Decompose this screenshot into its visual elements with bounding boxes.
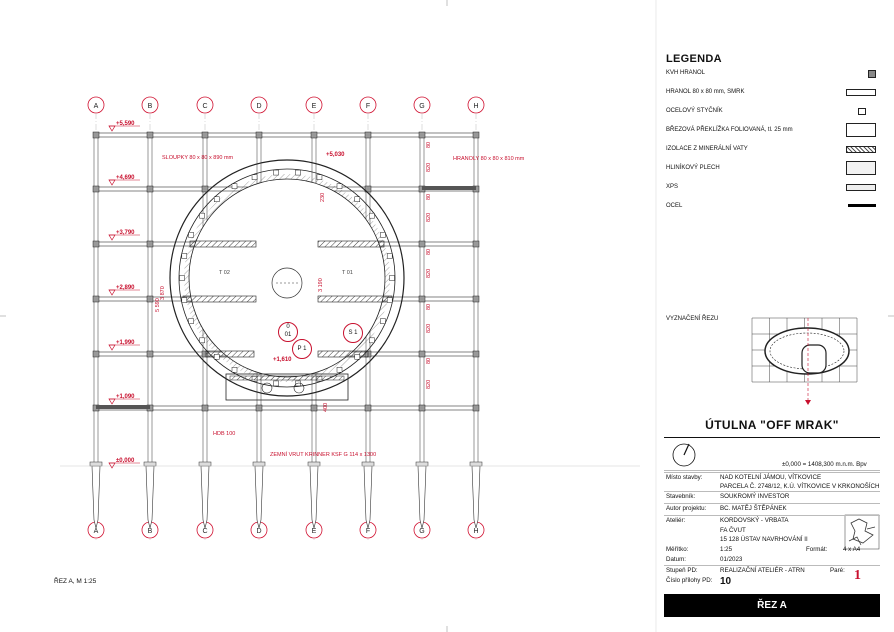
north-arrow (673, 444, 695, 466)
plywood-icon (846, 123, 876, 137)
legend-item (666, 85, 886, 101)
timber-rect-icon (846, 89, 876, 96)
level-label: +2,890 (116, 285, 135, 291)
dim-80: 80 (426, 303, 432, 310)
bubble-s1: S 1 (343, 323, 363, 343)
aluminium-sheet-icon (846, 161, 876, 175)
title-block-label: Místo stavby: (666, 474, 703, 481)
format-value: 4 x A4 (843, 546, 861, 553)
grid-axis-label: A (93, 103, 99, 110)
bubble-p1: P 1 (292, 339, 312, 359)
dim-inner: 3 870 (160, 286, 166, 300)
annotation-screw: ZEMNÍ VRUT KRINNER KSF G 114 x 1300 (270, 452, 377, 458)
legend-item (666, 104, 886, 120)
legend-item-label: HLINÍKOVÝ PLECH (666, 165, 720, 171)
annotation-sloupky: SLOUPKY 80 x 80 x 890 mm (162, 155, 234, 161)
sheet-label: Paré: (830, 567, 845, 574)
grid-axis-label: F (365, 528, 371, 535)
level-label: +5,590 (116, 121, 135, 127)
level-label: +4,690 (116, 175, 135, 181)
grid-axis-label: E (311, 528, 317, 535)
page-number: 1 (854, 568, 861, 583)
grid-axis-label: B (147, 103, 153, 110)
grid-axis-label: G (419, 528, 425, 535)
grid-axis-label: D (256, 103, 262, 110)
legend-item (666, 199, 886, 215)
grid-axis-label: H (473, 528, 479, 535)
legend-item (666, 180, 886, 196)
scale-value: 1:25 (720, 546, 733, 553)
steel-joint-icon (858, 108, 866, 115)
steel-line-icon (848, 204, 876, 207)
dim-right: 3 190 (318, 278, 324, 292)
level-label: ±0,000 (116, 458, 135, 464)
level-top-center: +5,030 (326, 152, 345, 158)
kvh-square-icon (868, 70, 876, 78)
title-block-value: BC. MATĚJ ŠTĚPÁNEK (720, 505, 787, 512)
level-markers (109, 121, 140, 468)
section-marker-plan (752, 318, 857, 405)
title-block-value: FA ČVUT (720, 527, 746, 534)
room-t01: T 01 (342, 270, 353, 276)
title-block-label: Autor projektu: (666, 505, 707, 512)
elevation-datum: ±0,000 = 1408,300 m.n.m. Bpv (782, 461, 867, 468)
dim-820: 820 (426, 162, 432, 172)
university-logo (845, 515, 879, 549)
legend-item-label: OCEL (666, 203, 683, 209)
dim-820: 820 (426, 323, 432, 333)
grid-axis-label: B (147, 528, 153, 535)
dim-820: 820 (426, 212, 432, 222)
legend-item-label: IZOLACE Z MINERÁLNÍ VATY (666, 146, 748, 152)
scale-label: Měřítko: (666, 546, 689, 553)
title-block-label: Ateliér: (666, 517, 686, 524)
dim-80: 80 (426, 193, 432, 200)
legend-item-label: XPS (666, 184, 679, 190)
grid-axis-label: H (473, 103, 479, 110)
dim-820: 820 (426, 268, 432, 278)
legend-item (666, 123, 886, 139)
legend-item-label: OCELOVÝ STYČNÍK (666, 108, 723, 114)
legend-item (666, 142, 886, 158)
grid-axis-label: D (256, 528, 262, 535)
legend-title: LEGENDA (666, 53, 722, 65)
phase-label: Stupeň PD: (666, 567, 698, 574)
date-value: 01/2023 (720, 556, 743, 563)
title-block-value: PARCELA Č. 2748/12, K.Ú. VÍTKOVICE V KRKONOŠÍCH (720, 483, 880, 490)
title-block-value: 15 128 ÚSTAV NAVRHOVÁNÍ II (720, 536, 808, 543)
bubble-01: 0 01 (278, 322, 298, 342)
grid-axis-label: F (365, 103, 371, 110)
legend-item (666, 66, 886, 82)
xps-icon (846, 184, 876, 191)
dim-top: 230 (320, 192, 326, 202)
section-caption: ŘEZ A, M 1:25 (54, 578, 97, 585)
legend-item (666, 161, 886, 177)
attachment-label: Číslo přílohy PD: (666, 577, 713, 584)
level-label: +3,790 (116, 230, 135, 236)
level-floor: +1,610 (273, 357, 292, 363)
project-title: ÚTULNA "OFF MRAK" (705, 418, 839, 432)
grid-axis-label: C (202, 528, 208, 535)
legend-item-label: KVH HRANOL (666, 70, 706, 76)
dim-outer: 5 590 (155, 298, 161, 312)
grid-axis-label: G (419, 103, 425, 110)
grid-axis-label: E (311, 103, 317, 110)
room-t02: T 02 (219, 270, 230, 276)
dim-80: 80 (426, 357, 432, 364)
section-marker-label: VYZNAČENÍ ŘEZU (666, 316, 719, 322)
legend-item-label: BŘEZOVÁ PŘEKLÍŽKA FOLIOVANÁ, tl. 25 mm (666, 127, 793, 133)
grid-axis-label: A (93, 528, 99, 535)
dim-80: 80 (426, 141, 432, 148)
dim-bottom: 400 (323, 402, 329, 412)
annotation-hranoly: HRANOLY 80 x 80 x 810 mm (453, 156, 525, 162)
level-label: +1,990 (116, 340, 135, 346)
phase-value: REALIZAČNÍ ATELIÉR - ATRN (720, 567, 805, 574)
level-label: +1,090 (116, 394, 135, 400)
date-label: Datum: (666, 556, 686, 563)
dim-80: 80 (426, 248, 432, 255)
attachment-number: 10 (720, 576, 732, 587)
mineral-wool-icon (846, 146, 876, 153)
footer-title: ŘEZ A (664, 594, 880, 617)
title-block-value: NAD KOTELNÍ JÁMOU, VÍTKOVICE (720, 474, 822, 481)
annotation-hdb: HDB 100 (213, 431, 236, 437)
title-block-label: Stavebník: (666, 493, 696, 500)
legend-item-label: HRANOL 80 x 80 mm, SMRK (666, 89, 745, 95)
format-label: Formát: (806, 546, 828, 553)
title-block-value: SOUKROMÝ INVESTOR (720, 493, 790, 500)
dim-820: 820 (426, 379, 432, 389)
title-block-value: KORDOVSKÝ - VRBATA (720, 517, 789, 524)
grid-axis-label: C (202, 103, 208, 110)
